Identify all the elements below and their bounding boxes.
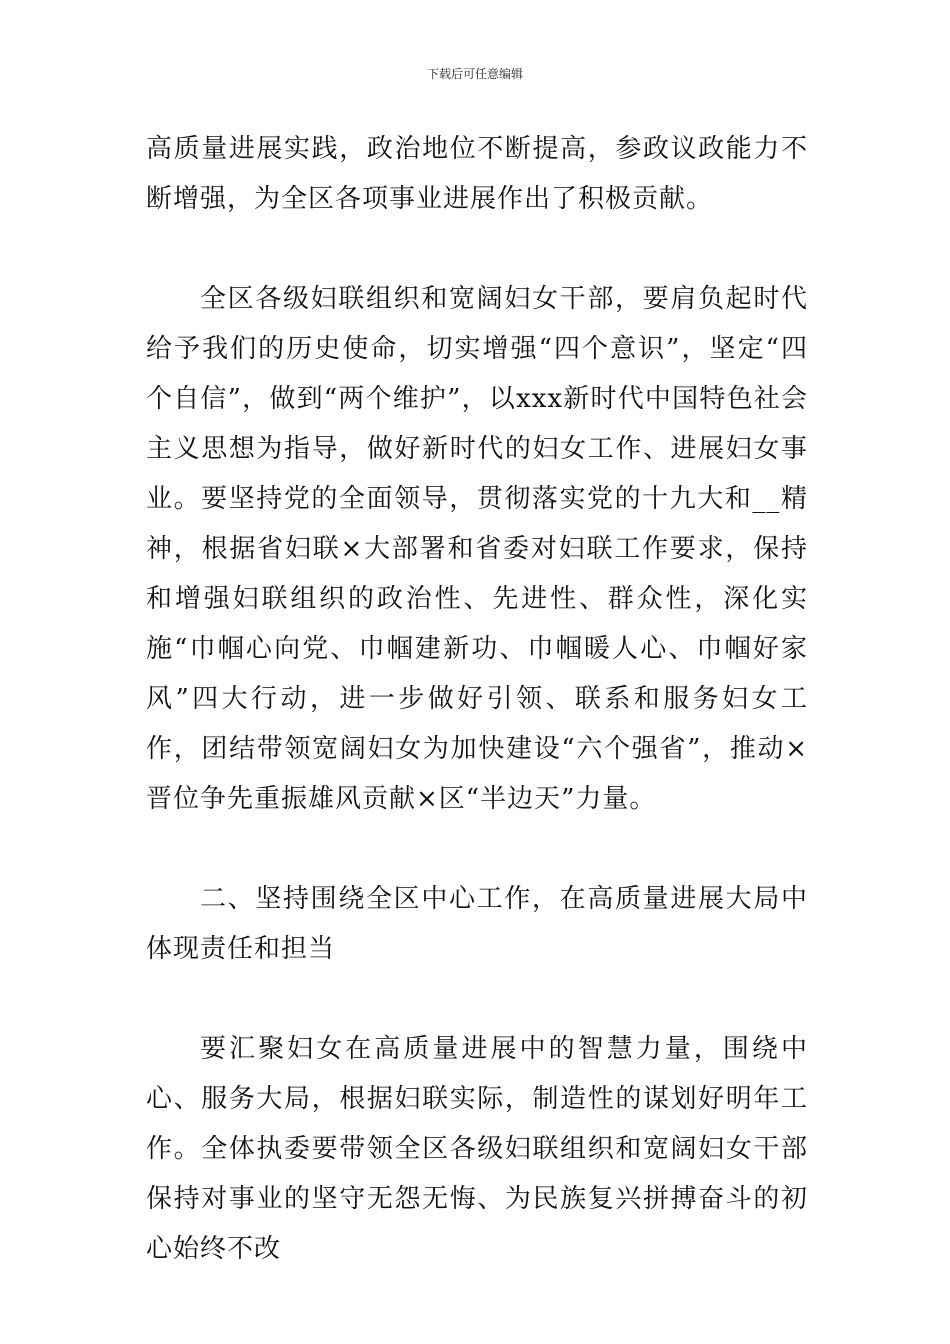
paragraph-gap — [146, 824, 808, 874]
document-body — [146, 124, 808, 1274]
page-header-note: 下载后可任意编辑 — [426, 67, 523, 81]
paragraph-gap — [146, 974, 808, 1024]
paragraph-continuation: 高质量进展实践，政治地位不断提高，参政议政能力不断增强，为全区各项事业进展作出了积极贡献。 — [146, 134, 808, 214]
section-heading: 二、坚持围绕全区中心工作，在高质量进展大局中体现责任和担当 — [146, 884, 808, 964]
paragraph-mission: 全区各级妇联组织和宽阔妇女干部，要肩负起时代给予我们的历史使命，切实增强“四个意识”，坚定“四个自信”，做到“两个维护”，以xxx新时代中国特色社会主义思想为指导，做好新时代的妇女工作、进展妇女事业。要坚持党的全面领导，贯彻落实党的十九大和__精神，根据省妇联×大部署和省委对妇联工作要求，保持和增强妇联组织的政治性、先进性、群众性，深化实施“巾帼心向党、巾帼建新功、巾帼暖人心、巾帼好家风”四大行动，进一步做好引领、联系和服务妇女工作，团结带领宽阔妇女为加快建设“六个强省”，推动×晋位争先重振雄风贡献×区“半边天”力量。 — [146, 284, 808, 814]
paragraph-wisdom: 要汇聚妇女在高质量进展中的智慧力量，围绕中心、服务大局，根据妇联实际，制造性的谋划好明年工作。全体执委要带领全区各级妇联组织和宽阔妇女干部保持对事业的坚守无怨无悔、为民族复兴拼搏奋斗的初心始终不改 — [146, 1034, 808, 1264]
paragraph-gap — [146, 224, 808, 274]
